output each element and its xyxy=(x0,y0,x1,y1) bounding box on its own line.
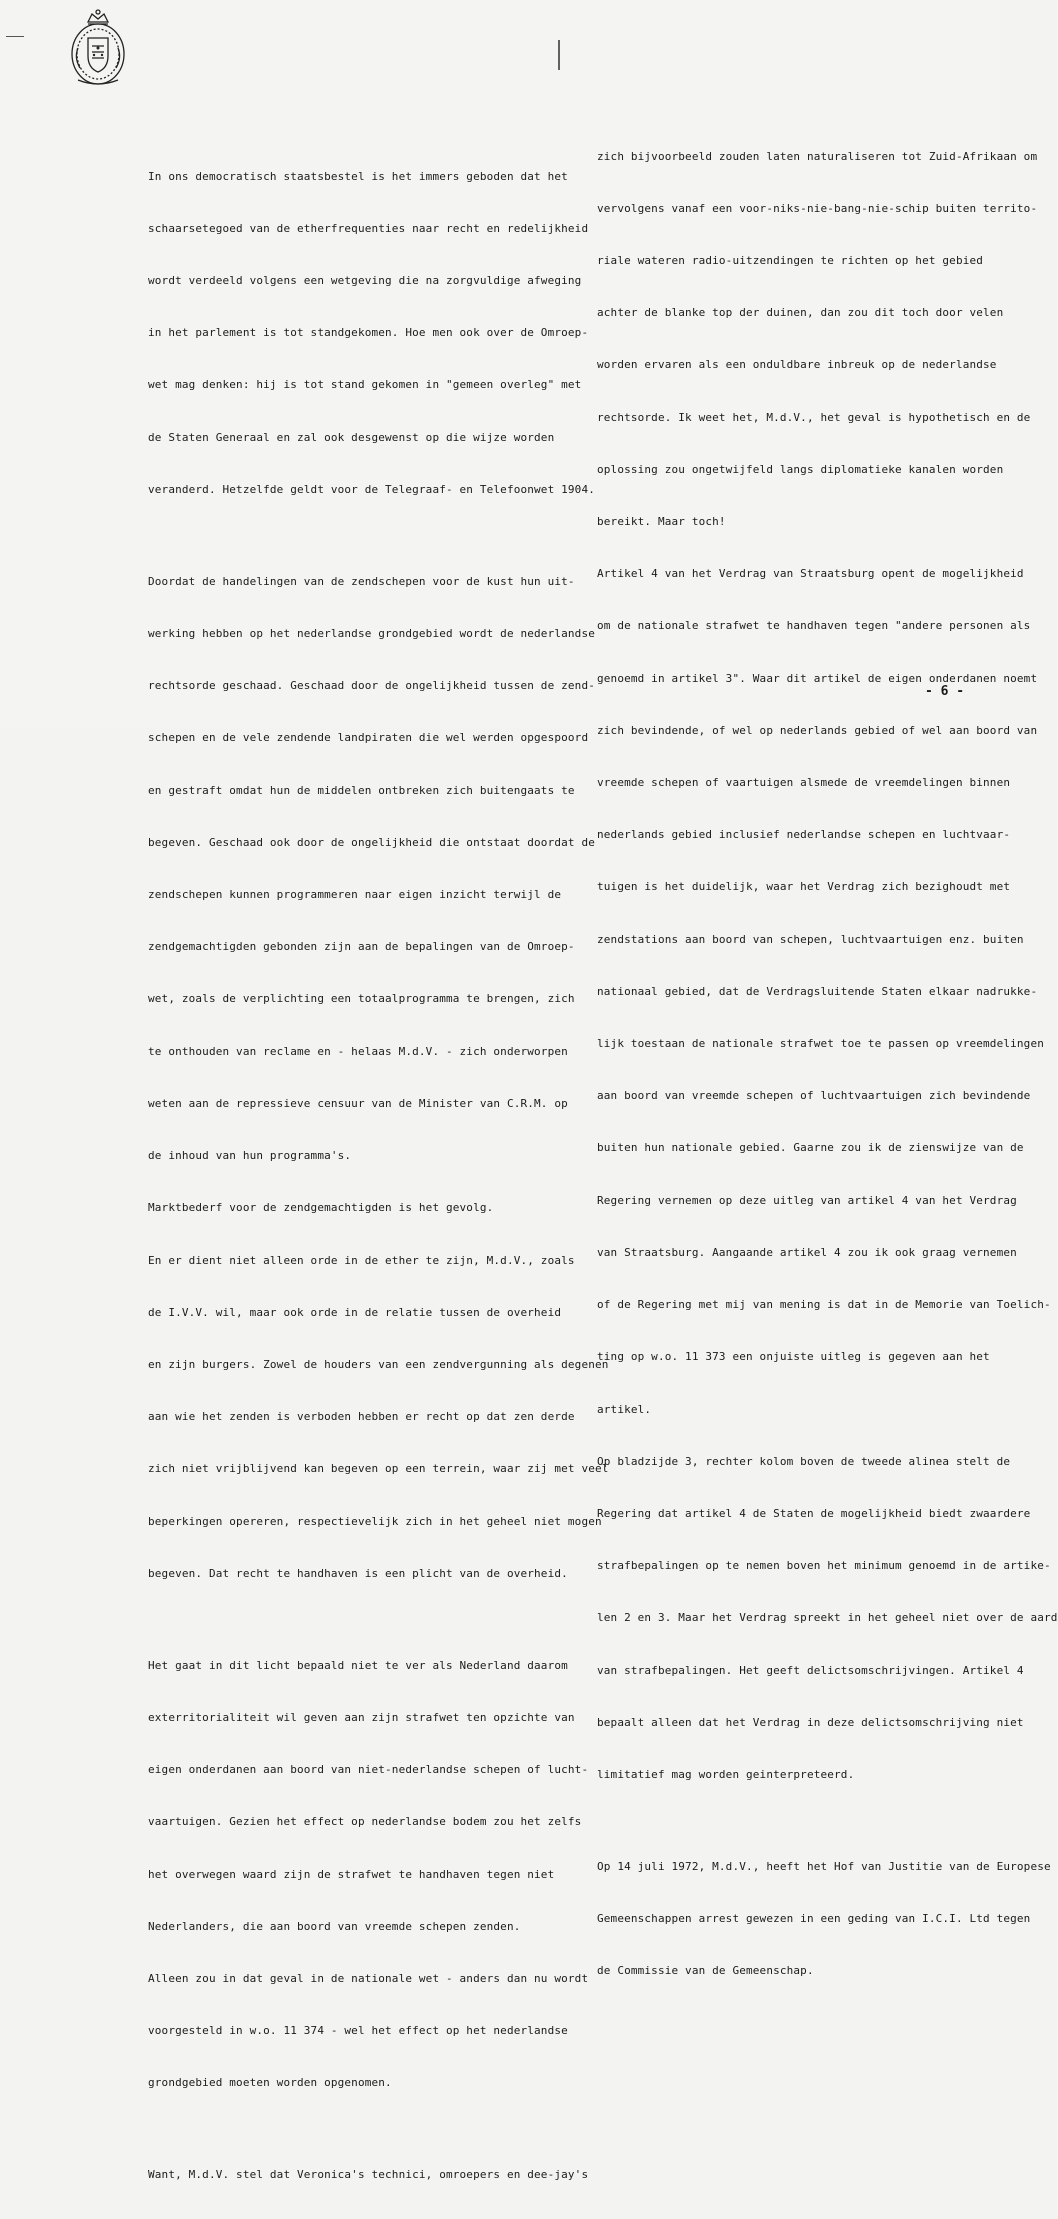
text-line: wet mag denken: hij is tot stand gekomen in "gemeen overleg" met xyxy=(148,378,582,392)
text-line: Het gaat in dit licht bepaald niet te ver als Nederland daarom xyxy=(148,1658,568,1672)
text-line: nederlands gebied inclusief nederlandse schepen en luchtvaar- xyxy=(597,828,1011,842)
text-line: om de nationale strafwet te handhaven tegen "andere personen als xyxy=(597,619,1031,633)
text-line: Nederlanders, die aan boord van vreemde schepen zenden. xyxy=(148,1919,521,1933)
text-line: len 2 en 3. Maar het Verdrag spreekt in het geheel niet over de aard xyxy=(597,1611,1058,1625)
text-line: vervolgens vanaf een voor-niks-nie-bang-nie-schip buiten territo- xyxy=(597,201,1038,215)
text-line: limitatief mag worden geinterpreteerd. xyxy=(597,1767,855,1781)
text-line: zendgemachtigden gebonden zijn aan de bepalingen van de Omroep- xyxy=(148,940,575,954)
page-number: - 6 - xyxy=(925,684,965,699)
text-line: Op bladzijde 3, rechter kolom boven de tweede alinea stelt de xyxy=(597,1454,1011,1468)
text-line: Regering dat artikel 4 de Staten de mogelijkheid biedt zwaardere xyxy=(597,1506,1031,1520)
text-line: Doordat de handelingen van de zendschepen voor de kust hun uit- xyxy=(148,574,575,588)
text-line: de Commissie van de Gemeenschap. xyxy=(597,1964,814,1978)
text-line: Alleen zou in dat geval in de nationale wet - anders dan nu wordt xyxy=(148,1971,589,1985)
text-line: grondgebied moeten worden opgenomen. xyxy=(148,2076,392,2090)
text-line: lijk toestaan de nationale strafwet toe te passen op vreemdelingen xyxy=(597,1037,1044,1051)
text-line: zendschepen kunnen programmeren naar eigen inzicht terwijl de xyxy=(148,888,562,902)
text-line: de inhoud van hun programma's. xyxy=(148,1149,352,1163)
text-line: artikel. xyxy=(597,1402,652,1416)
text-line: begeven. Geschaad ook door de ongelijkheid die ontstaat doordat de xyxy=(148,835,595,849)
text-line: zich niet vrijblijvend kan begeven op een terrein, waar zij met veel xyxy=(148,1462,609,1476)
text-line: worden ervaren als een onduldbare inbreuk op de nederlandse xyxy=(597,358,997,372)
right-text-column xyxy=(597,0,1058,2015)
text-line: weten aan de repressieve censuur van de Minister van C.R.M. op xyxy=(148,1096,568,1110)
text-line: genoemd in artikel 3". Waar dit artikel de eigen onderdanen noemt xyxy=(597,671,1038,685)
text-line: buiten hun nationale gebied. Gaarne zou ik de zienswijze van de xyxy=(597,1141,1024,1155)
text-line: schaarsetegoed van de etherfrequenties naar recht en redelijkheid xyxy=(148,221,589,235)
text-line: Marktbederf voor de zendgemachtigden is het gevolg. xyxy=(148,1201,494,1215)
text-line: van strafbepalingen. Het geeft delictsomschrijvingen. Artikel 4 xyxy=(597,1663,1024,1677)
text-line: vreemde schepen of vaartuigen alsmede de vreemdelingen binnen xyxy=(597,776,1011,790)
text-line: rechtsorde. Ik weet het, M.d.V., het geval is hypothetisch en de xyxy=(597,410,1031,424)
text-line: zendstations aan boord van schepen, luchtvaartuigen enz. buiten xyxy=(597,932,1024,946)
text-line: vaartuigen. Gezien het effect op nederlandse bodem zou het zelfs xyxy=(148,1815,582,1829)
text-line: ting op w.o. 11 373 een onjuiste uitleg is gegeven aan het xyxy=(597,1350,990,1364)
text-line: schepen en de vele zendende landpiraten die wel werden opgespoord xyxy=(148,731,589,745)
text-line: het overwegen waard zijn de strafwet te handhaven tegen niet xyxy=(148,1867,555,1881)
text-line: te onthouden van reclame en - helaas M.d.V. - zich onderworpen xyxy=(148,1044,568,1058)
text-line: oplossing zou ongetwijfeld langs diplomatieke kanalen worden xyxy=(597,462,1004,476)
text-line: eigen onderdanen aan boord van niet-nederlandse schepen of lucht- xyxy=(148,1763,589,1777)
text-line: voorgesteld in w.o. 11 374 - wel het effect op het nederlandse xyxy=(148,2024,568,2038)
text-line: aan boord van vreemde schepen of luchtvaartuigen zich bevindende xyxy=(597,1089,1031,1103)
text-line: Gemeenschappen arrest gewezen in een geding van I.C.I. Ltd tegen xyxy=(597,1912,1031,1926)
text-line: en gestraft omdat hun de middelen ontbreken zich buitengaats te xyxy=(148,783,575,797)
text-line: achter de blanke top der duinen, dan zou dit toch door velen xyxy=(597,306,1004,320)
text-line: zich bevindende, of wel op nederlands gebied of wel aan boord van xyxy=(597,723,1038,737)
text-line: beperkingen opereren, respectievelijk zich in het geheel niet mogen xyxy=(148,1514,602,1528)
text-line: tuigen is het duidelijk, waar het Verdrag zich bezighoudt met xyxy=(597,880,1011,894)
text-line: En er dient niet alleen orde in de ether te zijn, M.d.V., zoals xyxy=(148,1253,575,1267)
margin-mark xyxy=(6,36,24,37)
text-line: riale wateren radio-uitzendingen te richten op het gebied xyxy=(597,254,984,268)
text-line: rechtsorde geschaad. Geschaad door de ongelijkheid tussen de zend- xyxy=(148,679,595,693)
text-line: Regering vernemen op deze uitleg van artikel 4 van het Verdrag xyxy=(597,1193,1017,1207)
column-fold-mark xyxy=(558,40,560,70)
text-line: van Straatsburg. Aangaande artikel 4 zou ik ook graag vernemen xyxy=(597,1245,1017,1259)
text-line: begeven. Dat recht te handhaven is een plicht van de overheid. xyxy=(148,1566,568,1580)
text-line: nationaal gebied, dat de Verdragsluitende Staten elkaar nadrukke- xyxy=(597,984,1038,998)
text-line: exterritorialiteit wil geven aan zijn strafwet ten opzichte van xyxy=(148,1710,575,1724)
text-line: In ons democratisch staatsbestel is het immers geboden dat het xyxy=(148,169,568,183)
text-line: in het parlement is tot standgekomen. Hoe men ook over de Omroep- xyxy=(148,326,589,340)
text-line: Want, M.d.V. stel dat Veronica's technici, omroepers en dee-jay's xyxy=(148,2168,589,2182)
text-line: de Staten Generaal en zal ook desgewenst op die wijze worden xyxy=(148,430,555,444)
text-line: strafbepalingen op te nemen boven het minimum genoemd in de artike- xyxy=(597,1559,1051,1573)
text-line: en zijn burgers. Zowel de houders van een zendvergunning als degenen xyxy=(148,1357,609,1371)
text-line: aan wie het zenden is verboden hebben er recht op dat zen derde xyxy=(148,1410,575,1424)
text-line: bereikt. Maar toch! xyxy=(597,515,726,529)
text-line: Op 14 juli 1972, M.d.V., heeft het Hof van Justitie van de Europese xyxy=(597,1859,1051,1873)
text-line: bepaalt alleen dat het Verdrag in deze delictsomschrijving niet xyxy=(597,1715,1024,1729)
text-line: wordt verdeeld volgens een wetgeving die na zorgvuldige afweging xyxy=(148,274,582,288)
left-text-column xyxy=(148,0,609,2219)
text-line: veranderd. Hetzelfde geldt voor de Telegraaf- en Telefoonwet 1904. xyxy=(148,482,595,496)
text-line: zich bijvoorbeeld zouden laten naturaliseren tot Zuid-Afrikaan om xyxy=(597,149,1038,163)
text-line: de I.V.V. wil, maar ook orde in de relatie tussen de overheid xyxy=(148,1305,562,1319)
text-line: of de Regering met mij van mening is dat in de Memorie van Toelich- xyxy=(597,1298,1051,1312)
text-line: wet, zoals de verplichting een totaalprogramma te brengen, zich xyxy=(148,992,575,1006)
text-line: werking hebben op het nederlandse grondgebied wordt de nederlandse xyxy=(148,627,595,641)
royal-coat-of-arms-icon xyxy=(66,8,130,90)
text-line: Artikel 4 van het Verdrag van Straatsburg opent de mogelijkheid xyxy=(597,567,1024,581)
